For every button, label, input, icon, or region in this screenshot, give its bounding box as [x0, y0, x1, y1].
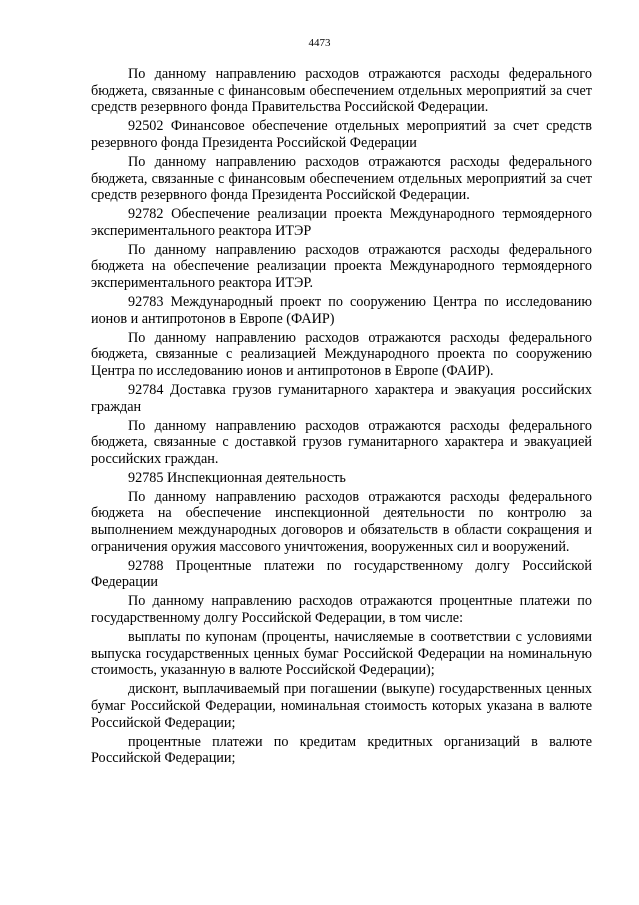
page-number: 4473: [308, 37, 331, 49]
section-heading: 92782 Обеспечение реализации проекта Международного термоядерного экспериментального реактора ИТЭР: [91, 206, 592, 239]
section-heading: 92783 Международный проект по сооружению Центра по исследованию ионов и антипротонов в Европе (ФАИР): [91, 294, 592, 327]
paragraph: По данному направлению расходов отражаются расходы федерального бюджета, связанные с реализацией Международного проекта по сооружению Центра по исследованию ионов и антипротонов в Европе (ФАИР).: [91, 329, 592, 380]
document-body: [91, 66, 592, 769]
list-item: дисконт, выплачиваемый при погашении (выкупе) государственных ценных бумаг Российской Федерации, номинальная стоимость которых указана в валюте Российской Федерации;: [91, 681, 592, 731]
list-item: выплаты по купонам (проценты, начисляемые в соответствии с условиями выпуска государственных ценных бумаг Российской Федерации на номинальную стоимость, указанную в валюте Российской Федерации);: [91, 628, 592, 679]
paragraph: По данному направлению расходов отражаются расходы федерального бюджета, связанные с финансовым обеспечением отдельных мероприятий за счет средств резервного фонда Правительства Российской Федерации.: [91, 66, 592, 116]
section-heading: 92784 Доставка грузов гуманитарного характера и эвакуация российских граждан: [91, 381, 592, 415]
section-heading: 92502 Финансовое обеспечение отдельных мероприятий за счет средств резервного фонда Президента Российской Федерации: [91, 118, 592, 151]
paragraph: По данному направлению расходов отражаются расходы федерального бюджета на обеспечение инспекционной деятельности по контролю за выполнением международных договоров и обязательств в области сокращения и ограничения оружия массового уничтожения, вооруженных сил и вооружений.: [91, 488, 592, 555]
paragraph: По данному направлению расходов отражаются расходы федерального бюджета, связанные с доставкой грузов гуманитарного характера и эвакуацией российских граждан.: [91, 417, 592, 467]
section-heading: 92785 Инспекционная деятельность: [128, 469, 346, 486]
section-heading: 92788 Процентные платежи по государственному долгу Российской Федерации: [91, 557, 592, 591]
paragraph: По данному направлению расходов отражаются процентные платежи по государственному долгу Российской Федерации, в том числе:: [91, 593, 592, 627]
paragraph: По данному направлению расходов отражаются расходы федерального бюджета, связанные с финансовым обеспечением отдельных мероприятий за счет средств резервного фонда Президента Российской Федерации.: [91, 153, 592, 204]
list-item: процентные платежи по кредитам кредитных организаций в валюте Российской Федерации;: [91, 733, 592, 767]
paragraph: По данному направлению расходов отражаются расходы федерального бюджета на обеспечение реализации проекта Международного термоядерного экспериментального реактора ИТЭР.: [91, 241, 592, 292]
